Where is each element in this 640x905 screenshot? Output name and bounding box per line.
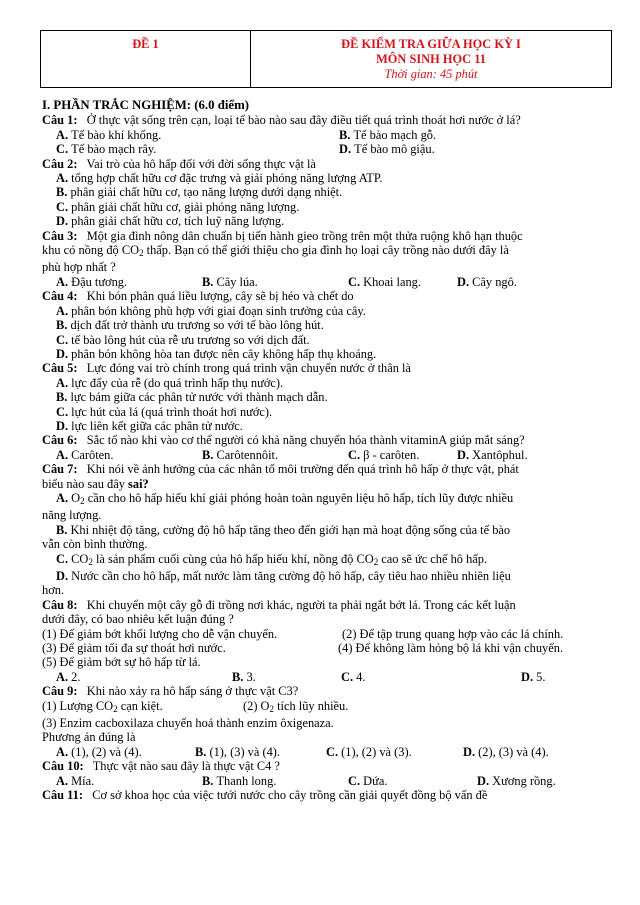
question-8-options: A. 2. B. 3. C. 4. D. 5. xyxy=(56,669,546,684)
question-5-option-b: B. lực bám giữa các phân tử nước với thành mạch dẫn. xyxy=(56,390,328,405)
question-5-option-a: A. lực đẩy của rễ (do quá trình hấp thụ nước). xyxy=(56,375,284,390)
question-8: Câu 8: Khi chuyển một cây gỗ đi trồng nơi khác, người ta phải ngắt bớt lá. Trong các kết luận xyxy=(42,597,516,612)
question-2-option-d: D. phân giải chất hữu cơ, tích luỹ năng lượng. xyxy=(56,214,285,229)
question-7-option-a: A. $O_2$ cần cho hô hấp hiếu khí giải phóng hoàn toàn nguyên liệu hô hấp, tích lũy được nhiều xyxy=(56,490,514,506)
question-9-statement-3: (3) Enzim cacboxilaza chuyển hoá thành enzim ôxigenaza. xyxy=(42,716,334,731)
question-2-option-c: C. phân giải chất hữu cơ, giải phóng năng lượng. xyxy=(56,199,300,214)
question-3: Câu 3: Một gia đình nông dân chuẩn bị tiến hành gieo trồng trên một thửa ruộng khô hạn thuộc xyxy=(42,228,523,243)
question-5-option-d: D. lực liên kết giữa các phân tử nước. xyxy=(56,418,243,433)
question-11: Câu 11: Cơ sở khoa học của việc tưới nước cho cây trồng cần giải quyết đồng bộ vấn đề xyxy=(42,788,488,803)
question-8-statement-5: (5) Để giảm bớt sự hô hấp từ lá. xyxy=(42,655,201,670)
exam-code-cell xyxy=(41,31,251,87)
question-7-option-d-cont: hơn. xyxy=(42,583,65,598)
question-2-option-a: A. tổng hợp chất hữu cơ đặc trưng và giải phóng năng lượng ATP. xyxy=(56,171,383,186)
question-9: Câu 9: Khi nào xảy ra hô hấp sáng ở thực vật C3? xyxy=(42,684,299,699)
question-1-options-row2: C. Tế bào mạch rây. D. Tế bào mô giậu. xyxy=(56,142,435,157)
section-heading: I. PHẦN TRẮC NGHIỆM: (6.0 điểm) xyxy=(42,98,249,112)
exam-time: Thời gian: 45 phút xyxy=(384,67,478,81)
exam-header xyxy=(40,30,612,88)
question-7: Câu 7: Khi nói về ảnh hưởng của các nhân tố môi trường đến quá trình hô hấp ở thực vật, phát xyxy=(42,462,519,477)
question-4-option-c: C. tế bào lông hút của rễ ưu trương so với dịch đất. xyxy=(56,332,310,347)
question-8-statements-1-2: (1) Để giảm bớt khối lượng cho dễ vận chuyển. (2) Để tập trung quang hợp vào các lá chính. xyxy=(42,626,564,641)
question-4-option-b: B. dịch đất trở thành ưu trương so với tế bào lông hút. xyxy=(56,318,324,333)
question-1-options-row1: A. Tế bào khí khổng. B. Tế bào mạch gỗ. xyxy=(56,127,437,142)
question-5-option-c: C. lực hút của lá (quá trình thoát hơi nước). xyxy=(56,404,273,419)
question-5: Câu 5: Lực đóng vai trò chính trong quá trình vận chuyển nước ở thân là xyxy=(42,361,411,376)
question-2: Câu 2: Vai trò của hô hấp đối với đời sống thực vật là xyxy=(42,156,316,171)
exam-content xyxy=(42,98,614,803)
question-4: Câu 4: Khi bón phân quá liều lượng, cây sẽ bị héo và chết do xyxy=(42,289,354,304)
question-7-option-a-cont: năng lượng. xyxy=(42,508,102,523)
question-10: Câu 10: Thực vật nào sau đây là thực vật C4 ? xyxy=(42,759,280,774)
question-2-option-b: B. phân giải chất hữu cơ, tạo năng lượng dưới dạng nhiệt. xyxy=(56,185,343,200)
question-8-line2: dưới đây, có bao nhiêu kết luận đúng ? xyxy=(42,612,234,627)
exam-title-cell xyxy=(251,31,611,87)
question-3-line2: khu có nồng độ $CO_2$ thấp. Bạn có thể giới thiệu cho gia đình họ loại cây trồng nào dưới đây là xyxy=(42,243,509,259)
question-4-option-d: D. phân bón không hòa tan được nên cây không hấp thụ khoáng. xyxy=(56,346,377,361)
question-9-statements-1-2: (1) Lượng $CO_2$ cạn kiệt. (2) $O_2$ tích lũy nhiều. xyxy=(42,698,349,714)
question-7-option-b: B. Khi nhiệt độ tăng, cường độ hô hấp tăng theo đến giới hạn mà hoạt động sống của tế bào xyxy=(56,522,511,537)
question-7-option-d: D. Nước cần cho hô hấp, mất nước làm tăng cường độ hô hấp, cây tiêu hao nhiều nhiên liệu xyxy=(56,569,511,583)
exam-code: ĐỀ 1 xyxy=(132,37,159,51)
question-9-options: A. (1), (2) và (4). B. (1), (3) và (4). C. (1), (2) và (3). D. (2), (3) và (4). xyxy=(56,744,549,759)
question-10-options: A. Mía. B. Thanh long. C. Dứa. D. Xương rồng. xyxy=(56,773,556,788)
question-9-prompt: Phương án đúng là xyxy=(42,730,136,745)
question-6: Câu 6: Sắc tố nào khi vào cơ thể người có khả năng chuyển hóa thành vitaminA giúp mắt sáng? xyxy=(42,433,525,448)
question-3-options: A. Đậu tương. B. Cây lúa. C. Khoai lang. D. Cây ngô. xyxy=(56,274,517,289)
question-1: Câu 1: Ở thực vật sống trên cạn, loại tế bào nào sau đây điều tiết quá trình thoát hơi nước ở lá? xyxy=(42,113,521,128)
question-6-options: A. Carôten. B. Carôtennôit. C. β - carôten. D. Xantôphul. xyxy=(56,447,528,462)
question-4-option-a: A. phân bón không phù hợp với giai đoạn sinh trưởng của cây. xyxy=(56,303,366,318)
question-7-option-b-cont: vẫn còn bình thường. xyxy=(42,537,148,552)
question-7-option-c: C. $CO_2$ là sản phẩm cuối cùng của hô hấp hiếu khí, nồng độ $CO_2$ cao sẽ ức chế hô hấp. xyxy=(56,551,488,567)
exam-title: ĐỀ KIỂM TRA GIỮA HỌC KỲ I xyxy=(341,37,521,51)
question-3-line3: phù hợp nhất ? xyxy=(42,260,116,275)
exam-subject: MÔN SINH HỌC 11 xyxy=(376,52,486,66)
question-8-statements-3-4: (3) Để giảm tối đa sự thoát hơi nước. (4) Để không làm hỏng bộ lá khi vận chuyển. xyxy=(42,641,564,656)
question-7-line2: biểu nào sau đây sai? xyxy=(42,476,149,491)
